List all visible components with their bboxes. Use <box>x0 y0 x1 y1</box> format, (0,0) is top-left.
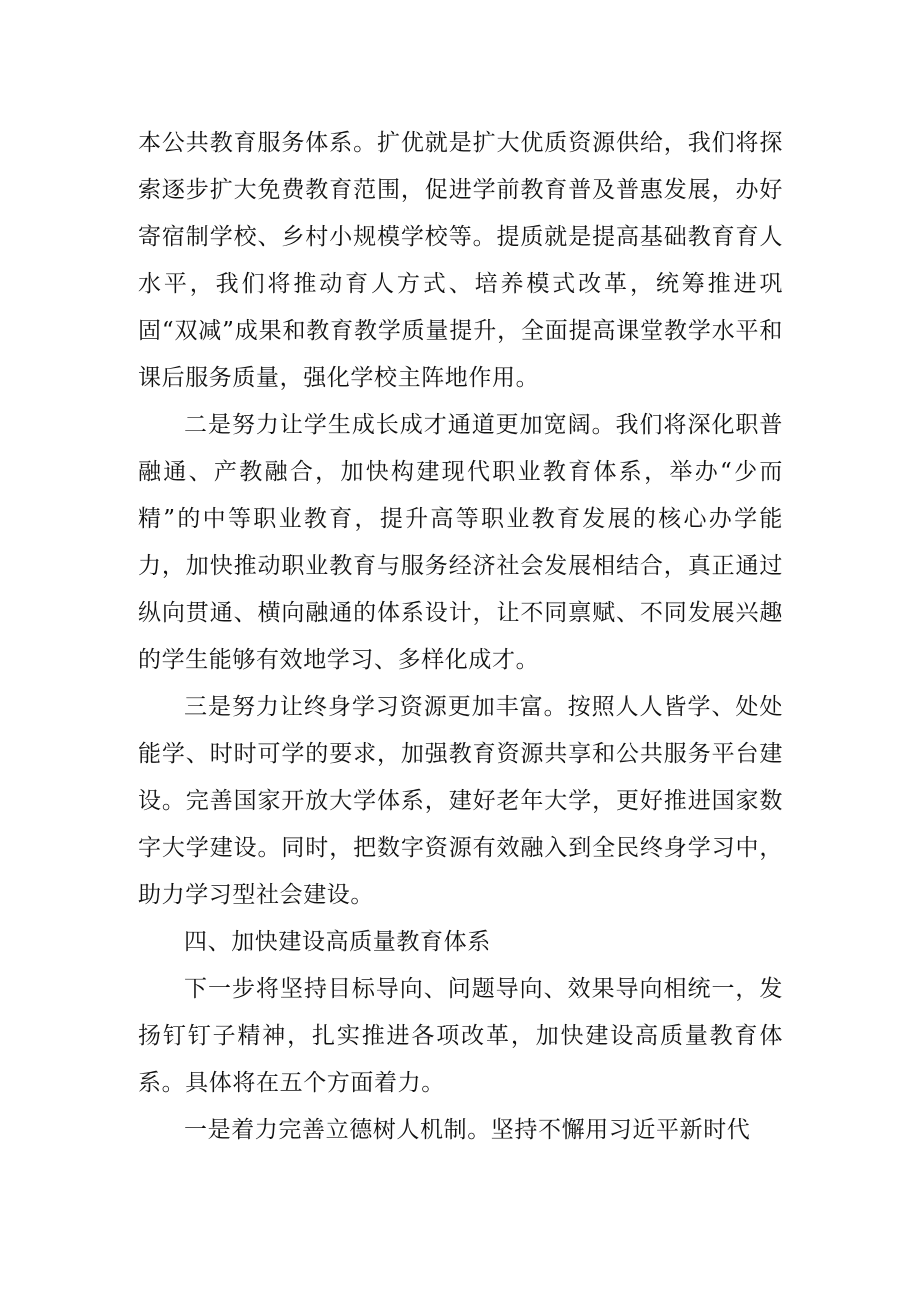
paragraph-student-growth: 二是努力让学生成长成才通道更加宽阔。我们将深化职普融通、产教融合，加快构建现代职业教育体系，举办“少而精”的中等职业教育，提升高等职业教育发展的核心办学能力，加快推动职业教育与服务经济社会发展相结合，真正通过纵向贯通、横向融通的体系设计，让不同禀赋、不同发展兴趣的学生能够有效地学习、多样化成才。 <box>138 412 783 673</box>
paragraph-next-steps: 下一步将坚持目标导向、问题导向、效果导向相统一，发扬钉钉子精神，扎实推进各项改革，加快建设高质量教育体系。具体将在五个方面着力。 <box>138 976 783 1096</box>
paragraph-continued-public-education: 本公共教育服务体系。扩优就是扩大优质资源供给，我们将探索逐步扩大免费教育范围，促进学前教育普及普惠发展，办好寄宿制学校、乡村小规模学校等。提质就是提高基础教育育人水平，我们将推动育人方式、培养模式改革，统筹推进巩固“双减”成果和教育教学质量提升，全面提高课堂教学水平和课后服务质量，强化学校主阵地作用。 <box>138 130 783 391</box>
section-heading: 四、加快建设高质量教育体系 <box>184 929 491 955</box>
document-body <box>138 120 783 1154</box>
paragraph-lifelong-learning: 三是努力让终身学习资源更加丰富。按照人人皆学、处处能学、时时可学的要求，加强教育资源共享和公共服务平台建设。完善国家开放大学体系，建好老年大学，更好推进国家数字大学建设。同时，把数字资源有效融入到全民终身学习中，助力学习型社会建设。 <box>138 694 783 908</box>
paragraph-moral-education: 一是着力完善立德树人机制。坚持不懈用习近平新时代 <box>184 1117 751 1143</box>
